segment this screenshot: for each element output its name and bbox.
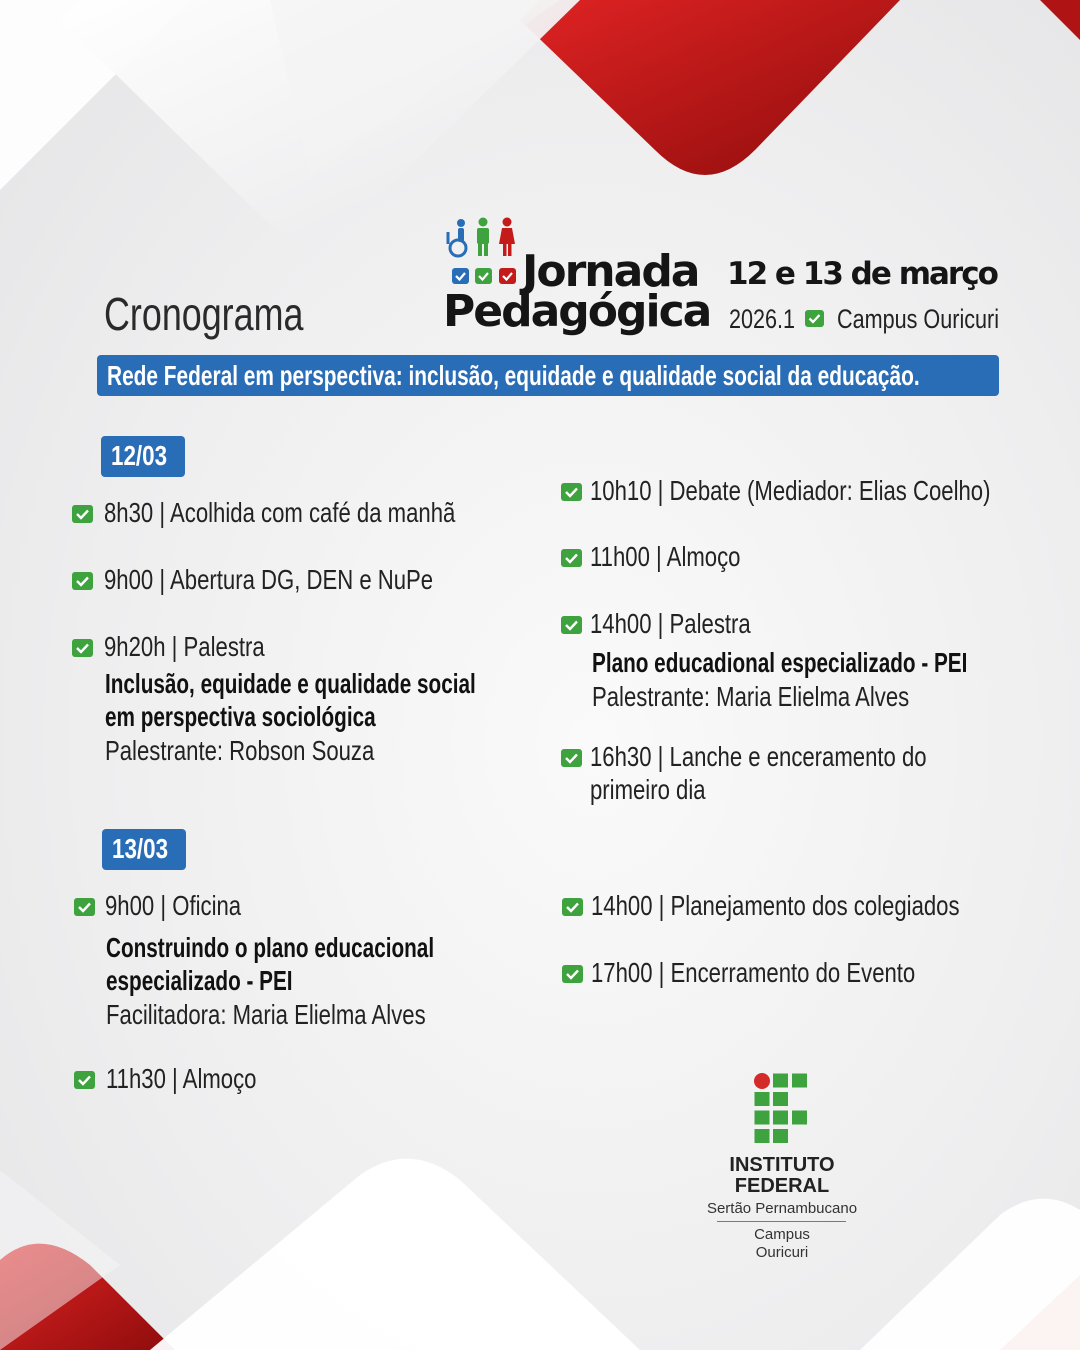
workshop-title: Construindo o plano educacional	[106, 932, 435, 963]
schedule-item: 11h30 | Almoço	[106, 1063, 257, 1094]
event-campus: Campus Ouricuri	[837, 304, 1000, 334]
lecture-title: Plano educadional especializado - PEI	[592, 647, 968, 678]
speaker: Palestrante: Robson Souza	[105, 735, 375, 766]
divider	[717, 1221, 846, 1222]
institution-region: Sertão Pernambucano	[706, 1200, 858, 1217]
theme-text: Rede Federal em perspectiva: inclusão, equidade e qualidade social da educação.	[107, 360, 920, 391]
schedule-item: 9h00 | Abertura DG, DEN e NuPe	[104, 564, 434, 595]
facilitator: Facilitadora: Maria Elielma Alves	[106, 999, 426, 1030]
day-badge: 12/03	[101, 436, 185, 477]
workshop-title: especializado - PEI	[106, 965, 293, 996]
schedule-item: 14h00 | Palestra	[590, 608, 751, 639]
check-icon	[561, 549, 582, 567]
theme-banner	[97, 355, 999, 396]
schedule-item: 8h30 | Acolhida com café da manhã	[104, 497, 456, 528]
check-icon	[72, 505, 93, 523]
event-title-line2: Pedagógica	[443, 286, 711, 337]
schedule-item: 10h10 | Debate (Mediador: Elias Coelho)	[590, 475, 991, 506]
lecture-title: Inclusão, equidade e qualidade social	[105, 668, 476, 699]
institution-name: INSTITUTO	[729, 1154, 835, 1176]
schedule-item: 16h30 | Lanche e enceramento do	[590, 741, 927, 772]
schedule-item: 17h00 | Encerramento do Evento	[591, 957, 916, 988]
schedule-item: 14h00 | Planejamento dos colegiados	[591, 890, 960, 921]
check-icon	[72, 639, 93, 657]
speaker: Palestrante: Maria Elielma Alves	[592, 681, 910, 712]
check-icon	[562, 965, 583, 983]
check-icon	[74, 898, 95, 916]
check-icon	[72, 572, 93, 590]
event-edition: 2026.1	[729, 304, 796, 334]
lecture-title: em perspectiva sociológica	[105, 701, 376, 732]
schedule-item: 9h20h | Palestra	[104, 631, 265, 662]
schedule-item: 11h00 | Almoço	[590, 541, 741, 572]
institution-name: FEDERAL	[734, 1175, 830, 1197]
event-title-line1: Jornada	[522, 246, 699, 297]
institution-campus: Campus	[754, 1226, 810, 1243]
page-title: Cronograma	[104, 288, 304, 340]
institution-logo	[690, 1070, 874, 1270]
day-badge: 13/03	[102, 829, 186, 870]
if-logo-icon	[754, 1073, 810, 1145]
check-icon	[562, 898, 583, 916]
institution-campus: Ouricuri	[755, 1244, 809, 1261]
schedule-item: 9h00 | Oficina	[105, 890, 242, 921]
event-dates: 12 e 13 de março	[727, 256, 997, 292]
check-icon	[805, 310, 824, 327]
check-icon	[74, 1071, 95, 1089]
check-icon	[561, 483, 582, 501]
schedule-item-continued: primeiro dia	[590, 774, 706, 805]
check-icon	[561, 616, 582, 634]
inclusion-people-icon	[444, 216, 520, 288]
check-icon	[561, 749, 582, 767]
